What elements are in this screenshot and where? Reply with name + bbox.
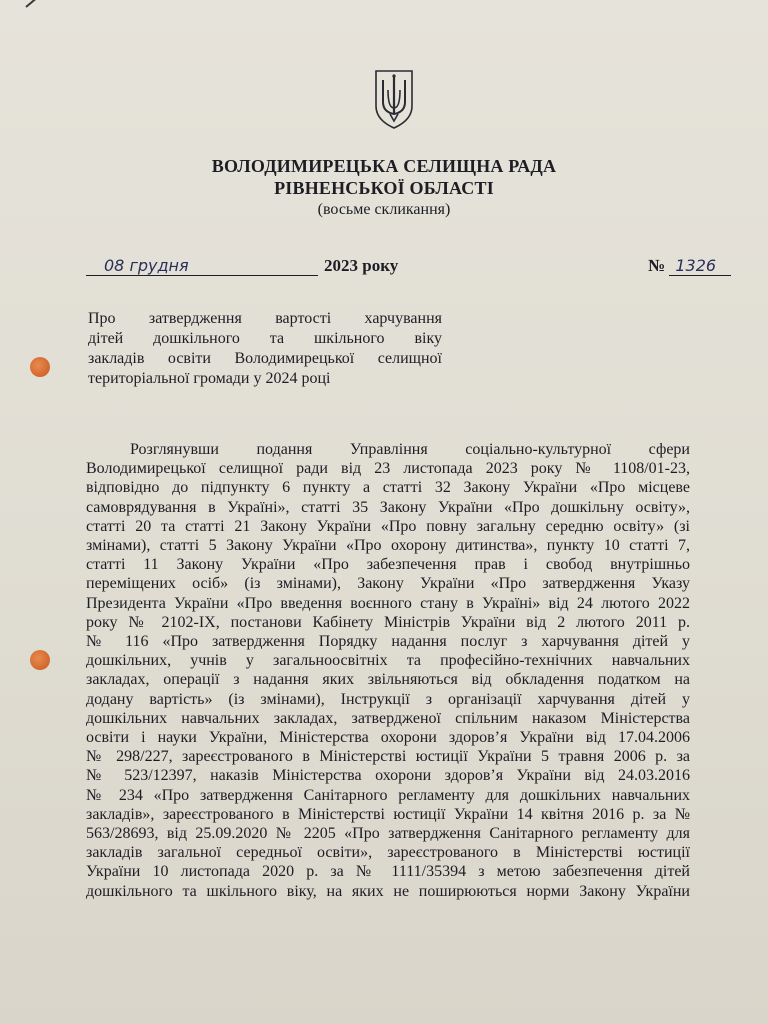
number-sign: № [648, 256, 666, 275]
body-line: № 523/12397, наказів Міністерства охорони здоров’я України від 24.03.2016 [86, 767, 690, 785]
decision-year: 2023 року [324, 256, 399, 275]
body-line: освіти і науки України, Міністерства охорони здоров’я України від 17.04.2006 [86, 729, 690, 747]
body-line: закладів», зареєстрованого в Міністерстві юстиції України 14 квітня 2016 р. за № [86, 805, 690, 823]
punch-hole [30, 650, 50, 670]
convocation: (восьме скликання) [317, 201, 451, 218]
body-line: Президента України «Про введення воєнного стану в Україні» від 24 лютого 2022 [86, 594, 690, 612]
body-line: самоврядування в Україні», статті 35 Закону України «Про дошкільну освіту», [86, 498, 690, 516]
body-line: Розглянувши подання Управління соціально-культурної сфери [130, 441, 690, 458]
body-line: Володимирецької селищної ради від 23 листопада 2023 року № 1108/01-23, [86, 460, 690, 478]
decision-title [88, 309, 442, 389]
title-line: дітей дошкільного та шкільного віку [88, 330, 442, 347]
council-name: ВОЛОДИМИРЕЦЬКА СЕЛИЩНА РАДА [211, 156, 557, 176]
body-line: закладів загальної середньої освіти», зареєстрованого в Міністерстві юстиції [86, 844, 690, 862]
body-line: дошкільних, учнів у загальноосвітніх та професійно-технічних навчальних [86, 652, 690, 670]
body-line: № 298/227, зареєстрованого в Міністерстві юстиції України 5 травня 2006 р. за [86, 748, 690, 766]
body-line: України 10 листопада 2020 р. за № 1111/35394 з метою забезпечення дітей [86, 863, 690, 881]
decision-number [648, 256, 731, 276]
title-line: закладів освіти Володимирецької селищної [88, 350, 442, 367]
body-line: дошкільних навчальних закладах, затвердженої спільним наказом Міністерства [86, 709, 690, 727]
body-line: статті 11 Закону України «Про забезпечення прав і свобод внутрішньо [86, 556, 690, 574]
punch-hole [30, 357, 50, 377]
body-line: додану вартість» (із змінами), Інструкції з організації харчування дітей у [86, 690, 690, 708]
handwritten-number: 1326 [669, 256, 731, 276]
body-line: № 116 «Про затвердження Порядку надання послуг з харчування дітей у [86, 633, 690, 651]
decision-date [86, 256, 398, 276]
body-line: закладах, операції з надання яких звільняються від обкладення податком на [86, 671, 690, 689]
body-line: року № 2102-IX, постанови Кабінету Міністрів України від 2 лютого 2011 р. [86, 613, 690, 631]
body-line: 563/28693, від 25.09.2020 № 2205 «Про затвердження Санітарного регламенту для [86, 825, 690, 843]
title-line: територіальної громади у 2024 році [88, 370, 331, 387]
body-line: змінами), статті 5 Закону України «Про охорону дитинства», пункту 10 статті 7, [86, 537, 690, 555]
title-line: Про затвердження вартості харчування [88, 310, 442, 327]
body-line: відповідно до підпункту 6 пункту а статті 32 Закону України «Про місцеве [86, 479, 690, 497]
handwritten-date: 08 грудня [86, 256, 318, 276]
body-line: статті 20 та статті 21 Закону України «Про повну загальну середню освіту» (зі [86, 517, 690, 535]
region-name: РІВНЕНСЬКОЇ ОБЛАСТІ [274, 178, 494, 198]
body-line: переміщених осіб» (із змінами), Закону України «Про затвердження Указу [86, 575, 690, 593]
trident-coat-of-arms-icon [372, 68, 416, 130]
body-line: дошкільного та шкільного віку, на яких не поширюються норми Закону України [86, 882, 690, 900]
body-line: № 234 «Про затвердження Санітарного регламенту для дошкільних навчальних [86, 786, 690, 804]
decision-body [86, 440, 690, 901]
pen-mark [25, 0, 43, 8]
